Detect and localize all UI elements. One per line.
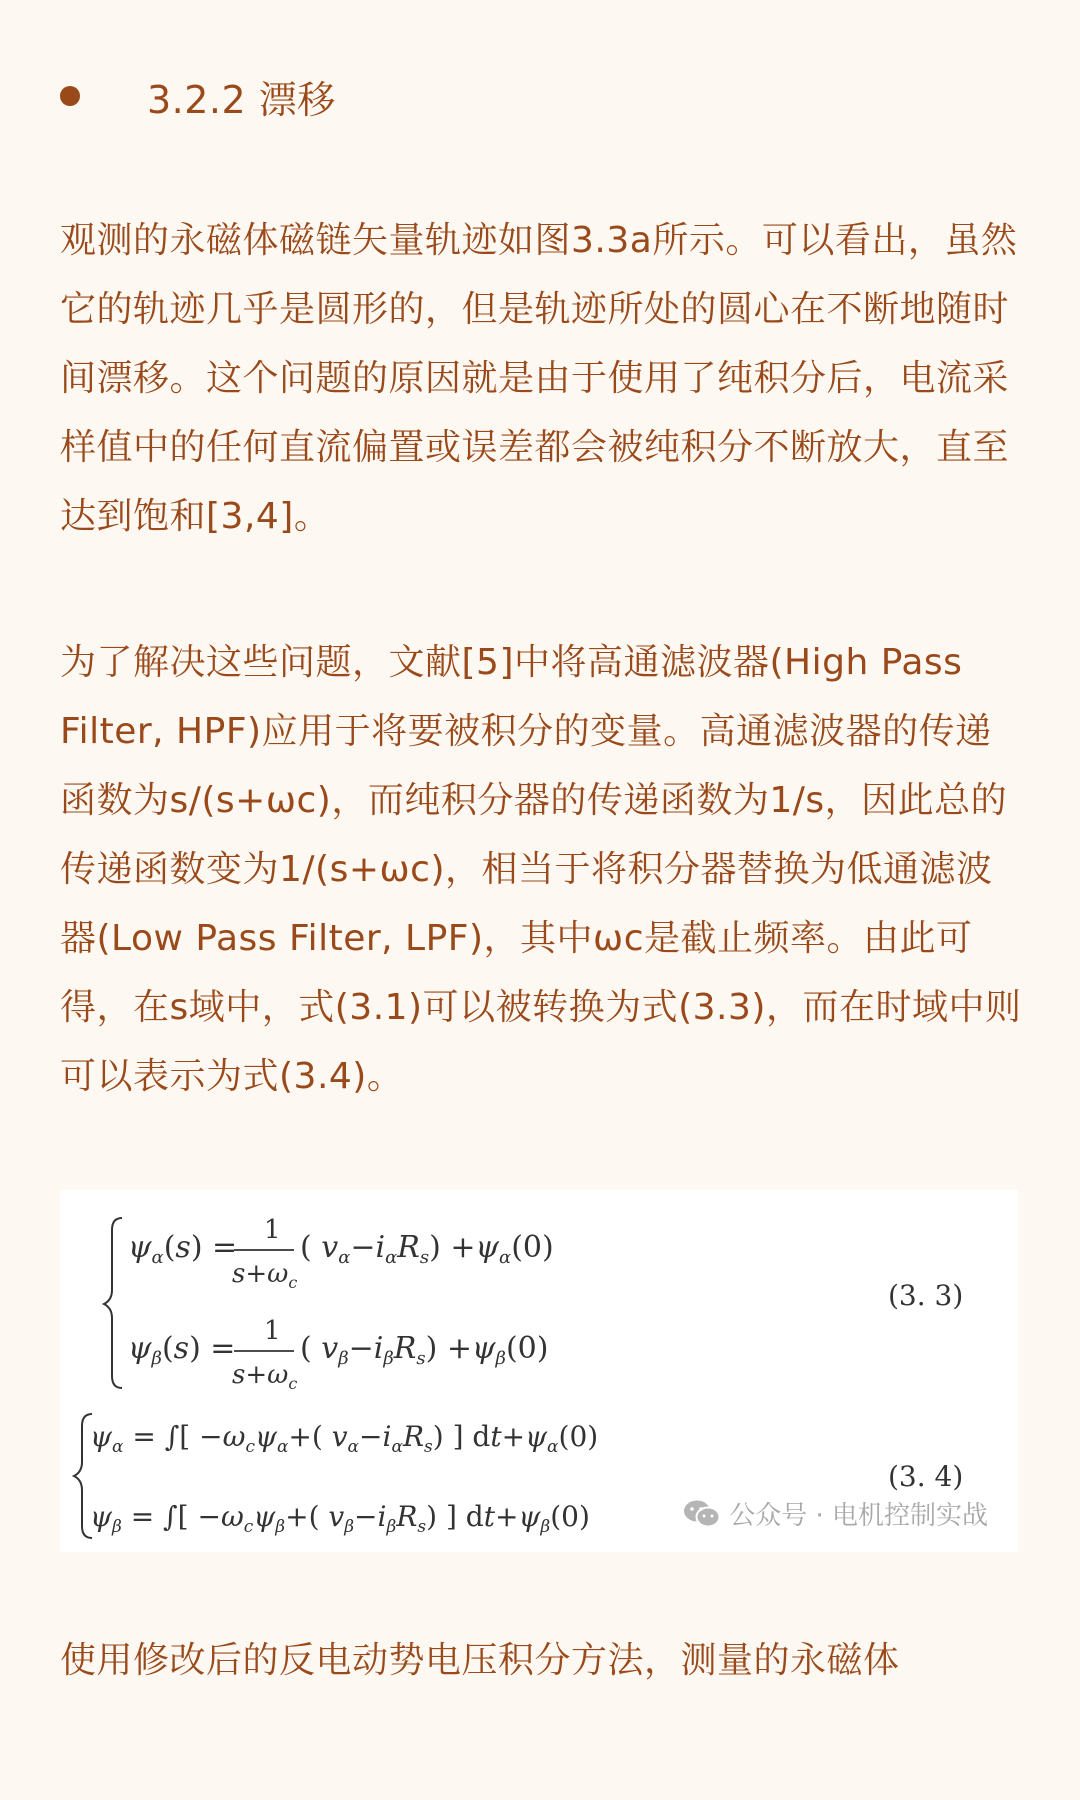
- section-heading: [60, 66, 336, 126]
- section-title: 3.2.2 漂移: [147, 77, 336, 122]
- equation-image: [60, 1190, 1018, 1552]
- eq34-beta: $\psi_\beta$ = ∫[ $-\omega_c\psi_\beta+$( $v_\beta-i_\beta R_s$) ] $dt+\psi_\beta(0)$: [90, 1500, 590, 1537]
- paragraph-hpf-solution: 为了解决这些问题，文献[5]中将高通滤波器(High Pass Filter, HPF)应用于将要被积分的变量。高通滤波器的传递函数为s/(s+ωc)，而纯积分器的传递函数为1/s，因此总的传递函数变为1/(s+ωc)，相当于将积分器替换为低通滤波器(Low Pass Filter, LPF)，其中ωc是截止频率。由此可得，在s域中，式(3.1)可以被转换为式(3.3)，而在时域中则可以表示为式(3.4)。: [60, 642, 1022, 1097]
- eq33-number: (3. 3): [888, 1279, 964, 1312]
- paragraph-drift-description: 观测的永磁体磁链矢量轨迹如图3.3a所示。可以看出，虽然它的轨迹几乎是圆形的，但是轨迹所处的圆心在不断地随时间漂移。这个问题的原因就是由于使用了纯积分后，电流采样值中的任何直流偏置或误差都会被纯积分不断放大，直至达到饱和[3,4]。: [60, 220, 1018, 537]
- eq33-beta-den: $s+\omega_c$: [232, 1360, 298, 1393]
- paragraph-modified-method: 使用修改后的反电动势电压积分方法，测量的永磁体: [60, 1640, 900, 1681]
- watermark-text: 公众号 · 电机控制实战: [729, 1501, 988, 1531]
- watermark: [683, 1495, 988, 1532]
- eq33-alpha-num: 1: [264, 1215, 281, 1245]
- bullet-icon: [60, 86, 80, 106]
- eq33-beta-num: 1: [264, 1316, 281, 1346]
- eq33-brace: [104, 1218, 122, 1388]
- eq34-alpha: $\psi_\alpha$ = ∫[ $-\omega_c\psi_\alpha+$( $v_\alpha-i_\alpha R_s$) ] $dt+\psi_\alpha(0)$: [90, 1420, 599, 1457]
- eq33-beta-rhs: ( $v_\beta-i_\beta R_s) +\psi_\beta(0)$: [300, 1331, 549, 1369]
- eq33-alpha-rhs: ( $v_\alpha-i_\alpha R_s) +\psi_\alpha(0)$: [300, 1230, 554, 1268]
- wechat-icon: [683, 1499, 721, 1529]
- eq34-number: (3. 4): [888, 1460, 964, 1493]
- eq33-alpha-den: $s+\omega_c$: [232, 1259, 298, 1292]
- eq33-alpha-lhs: $\psi_\alpha(s)$ =: [128, 1230, 238, 1268]
- eq33-beta-lhs: $\psi_\beta(s)$ =: [128, 1331, 236, 1369]
